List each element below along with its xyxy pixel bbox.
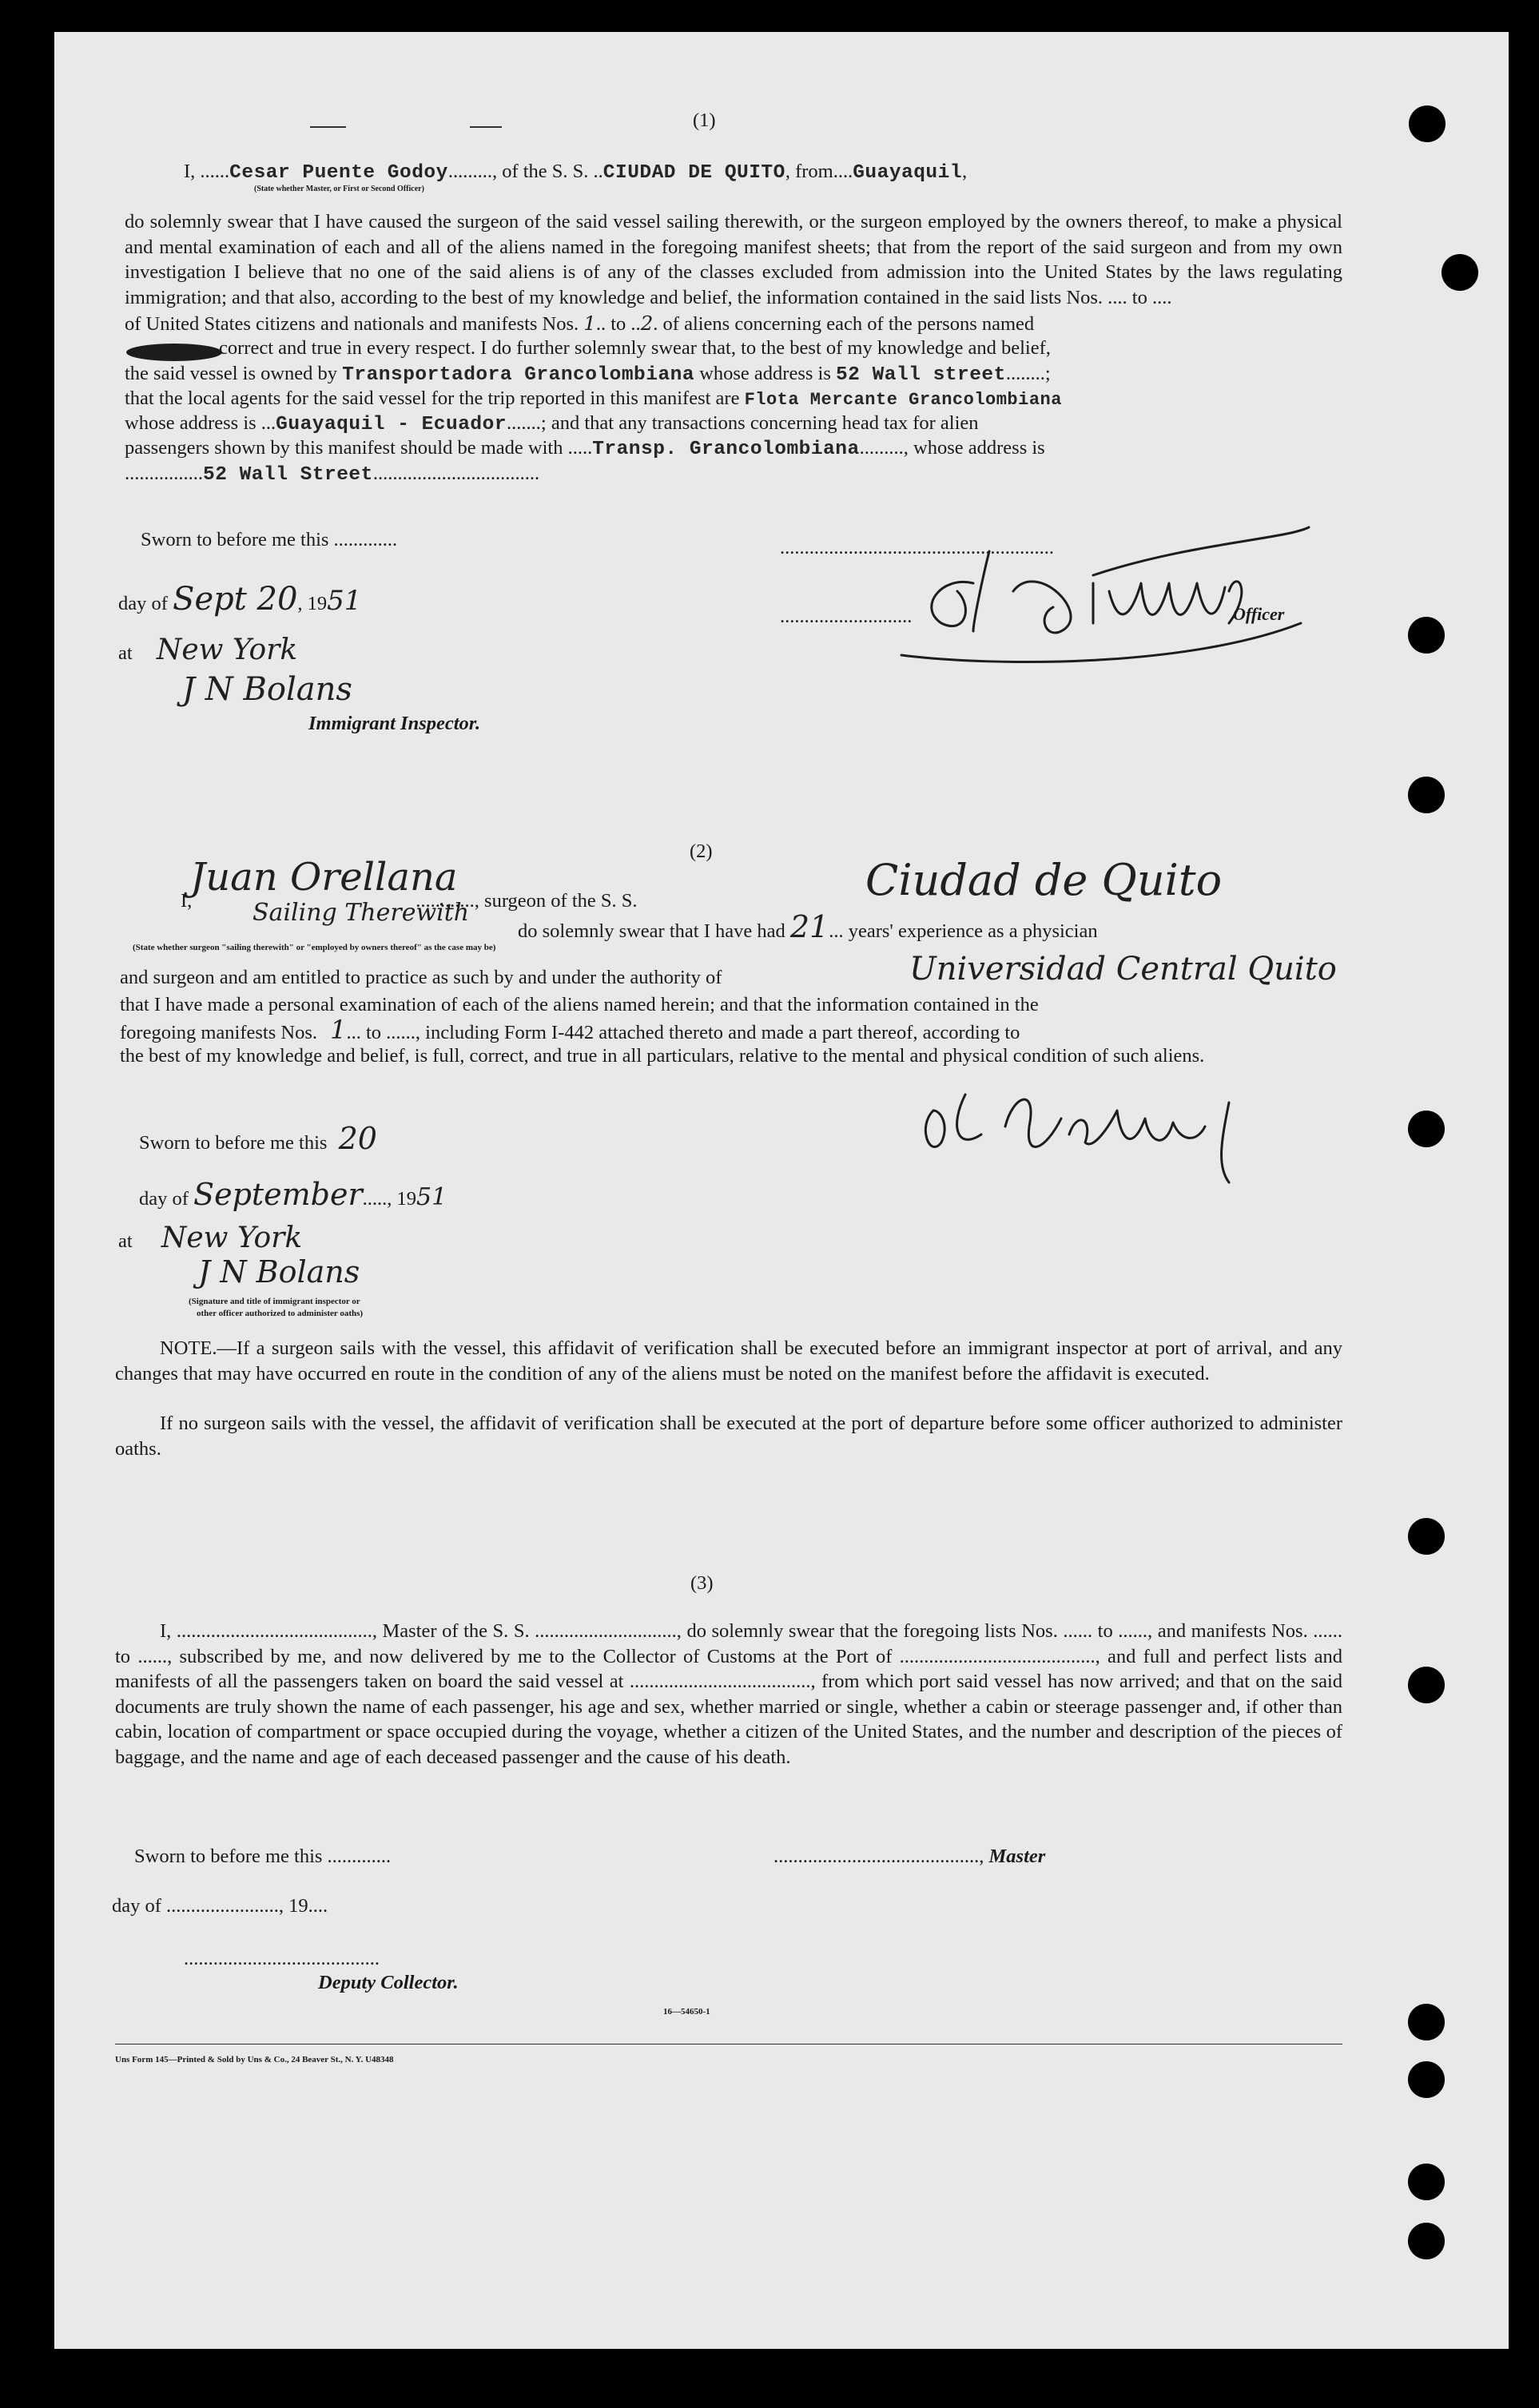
manifest-to: 2 <box>640 312 654 335</box>
printer-footer: Uns Form 145—Printed & Sold by Uns & Co., 24 Beaver St., N. Y. U48348 <box>115 2055 394 2064</box>
collector-caption: Deputy Collector. <box>318 1972 459 1993</box>
binder-hole <box>1408 1667 1445 1703</box>
oath-year: 51 <box>327 585 362 617</box>
surgeon-line-2: do solemnly swear that I have had 21... years' experience as a physician <box>518 909 1098 944</box>
at-line-2: at New York <box>118 1222 303 1254</box>
collector-signature-line: ........................................ <box>184 1948 380 1969</box>
day-line-1: day of Sept 20, 1951 <box>118 581 362 618</box>
oath-place: New York <box>156 634 298 666</box>
at-line-1: at New York <box>118 634 298 666</box>
binder-hole <box>1409 105 1446 142</box>
inspector-signature-2: J N Bolans <box>198 1254 360 1289</box>
binder-hole <box>1408 2223 1445 2259</box>
head-tax-company: Transp. Grancolombiana <box>592 439 860 460</box>
surgeon-vessel: Ciudad de Quito <box>865 855 1223 905</box>
surgeon-manifest-line: foregoing manifests Nos. 1... to ......, including Form I-442 attached thereto and made a part thereof, according to <box>120 1015 1020 1045</box>
binder-hole <box>1408 1518 1445 1555</box>
binder-hole <box>1408 2004 1445 2040</box>
agents-address-line: whose address is ...Guayaquil - Ecuador.......; and that any transactions concerning head tax for alien <box>125 412 979 435</box>
surgeon-line-1: I, ............, surgeon of the S. S. <box>181 890 638 912</box>
master-signature-line: .........................................., Master <box>773 1846 1046 1867</box>
header-mark-left <box>310 126 346 128</box>
surgeon-body-line: that I have made a personal examination of each of the aliens named herein; and that the information contained in the <box>120 994 1039 1015</box>
officer-name: Cesar Puente Godoy <box>229 162 448 184</box>
inspector-caption-2b: other officer authorized to administer oaths) <box>197 1309 364 1318</box>
manifest-from: 1 <box>583 312 596 335</box>
day-line-2: day of September....., 1951 <box>139 1177 447 1212</box>
note-1: NOTE.—If a surgeon sails with the vessel, this affidavit of verification shall be executed before an immigrant inspector at port of arrival, and any changes that may have occurred en route in the condition of any of the aliens must be noted on the manifest before the affidavit is executed. <box>115 1337 1342 1385</box>
master-oath-text: I, ........................................, Master of the S. S. ............................., do solemnly swear that the foregoing lists Nos. ...... to ......, and manifests Nos. ...... to ......, subscribed by me, and now delivered by me to the Collector of Customs at the Port of ........................................, and full and perfect lists and manifests of all the passengers taken on board the said vessel at ....................................., from which port said vessel has now arrived; and that on the said documents are truly shown the name of each passenger, his age and sex, whether married or single, whether a cabin or steerage passenger and, if other than cabin, location of compartment or space occupied during the voyage, whether a citizen of the United States, and the number and description of the pieces of baggage, and the name and age of each deceased passenger and the cause of his death. <box>115 1620 1342 1768</box>
agents-line: that the local agents for the said vessel for the trip reported in this manifest are Flota Mercante Grancolombiana <box>125 387 1062 410</box>
departure-port: Guayaquil <box>853 162 963 184</box>
binder-hole <box>1408 777 1445 813</box>
sworn-month: September <box>193 1177 363 1212</box>
day-line-3: day of ......................., 19.... <box>112 1895 328 1917</box>
officer-oath-text: do solemnly swear that I have caused the surgeon of the said vessel sailing therewith, or the surgeon employed by the owners thereof, to make a physical and mental examination of each and all of the aliens named in the foregoing manifest sheets; that from the report of the said surgeon and from my own investigation I believe that no one of the said aliens is of any of the classes excluded from admission into the United States by the laws regulating immigration; and that also, according to the best of my knowledge and belief, the information contained in the said lists Nos. .... to .... <box>125 211 1342 308</box>
header-mark-right <box>470 126 502 128</box>
surgeon-authority: Universidad Central Quito <box>909 951 1337 987</box>
inspector-caption-1: Immigrant Inspector. <box>308 713 481 734</box>
inspector-signature-1: J N Bolans <box>182 671 352 708</box>
binder-hole <box>1442 254 1478 291</box>
years-experience: 21 <box>789 909 829 944</box>
surgeon-signature <box>853 1063 1301 1190</box>
section-2-number: (2) <box>690 840 713 862</box>
sworn-line-1: Sworn to before me this ............. <box>141 529 398 550</box>
vessel-owner: Transportadora Grancolombiana <box>342 364 695 386</box>
officer-caption: (State whether Master, or First or Second Officer) <box>254 185 424 193</box>
form-number: 16—54650-1 <box>663 2007 710 2017</box>
sworn-place: New York <box>161 1222 303 1254</box>
surgeon-caption: (State whether surgeon "sailing therewith" or "employed by owners thereof" as the case may be) <box>133 943 496 952</box>
surgeon-manifest-from: 1 <box>330 1015 347 1045</box>
sworn-day: 20 <box>338 1121 377 1156</box>
section-3-number: (3) <box>690 1572 714 1594</box>
vessel-name: CIUDAD DE QUITO <box>602 162 785 184</box>
officer-oath-line: I, ......Cesar Puente Godoy........., of the S. S. ..CIUDAD DE QUITO, from....Guayaquil, <box>184 161 968 184</box>
binder-hole <box>1408 2061 1445 2098</box>
owner-line: the said vessel is owned by Transportadora Grancolombiana whose address is 52 Wall street........; <box>125 363 1051 386</box>
binder-hole <box>1408 1111 1445 1147</box>
section-1-number: (1) <box>693 109 716 131</box>
officer-label: Officer <box>1233 604 1285 624</box>
surgeon-tail-text: the best of my knowledge and belief, is full, correct, and true in all particulars, relative to the mental and physical condition of such aliens. <box>120 1045 1205 1067</box>
officer-signature-line-2: ........................... <box>780 606 913 627</box>
binder-hole <box>1408 2164 1445 2200</box>
inspector-caption-2a: (Signature and title of immigrant inspector or <box>189 1297 360 1306</box>
surgeon-authority-line: and surgeon and am entitled to practice as such by and under the authority of <box>120 967 722 988</box>
head-tax-address: 52 Wall Street <box>203 464 373 486</box>
head-tax-address-line: ................52 Wall Street.................................. <box>125 463 540 486</box>
master-label: Master <box>988 1846 1046 1867</box>
surgeon-name: Juan Orellana <box>190 855 458 900</box>
officer-signature <box>853 495 1349 687</box>
agents-address: Guayaquil - Ecuador <box>276 414 507 435</box>
binder-hole <box>1408 617 1445 654</box>
correct-line: correct and true in every respect. I do further solemnly swear that, to the best of my knowledge and belief, <box>219 337 1051 359</box>
sworn-line-2: Sworn to before me this 20 <box>139 1121 377 1156</box>
redaction-mark <box>126 344 222 361</box>
surgeon-role: Sailing Therewith <box>253 899 470 927</box>
sworn-line-3: Sworn to before me this ............. <box>134 1846 392 1867</box>
manifest-page <box>54 32 1509 2349</box>
oath-date: Sept 20 <box>173 581 298 618</box>
sworn-year: 51 <box>416 1183 447 1211</box>
note-2: If no surgeon sails with the vessel, the affidavit of verification shall be executed at the port of departure before some officer authorized to administer oaths. <box>115 1413 1342 1460</box>
local-agents: Flota Mercante Grancolombiana <box>744 390 1062 410</box>
officer-signature-line: ........................................................ <box>780 537 1054 558</box>
owner-address: 52 Wall street <box>835 364 1006 386</box>
head-tax-line: passengers shown by this manifest should be made with .....Transp. Grancolombiana........., whose address is <box>125 437 1045 460</box>
officer-signature-text <box>1053 583 1058 584</box>
manifest-numbers-line: of United States citizens and nationals and manifests Nos. 1.. to ..2. of aliens concerning each of the persons named <box>125 312 1035 335</box>
